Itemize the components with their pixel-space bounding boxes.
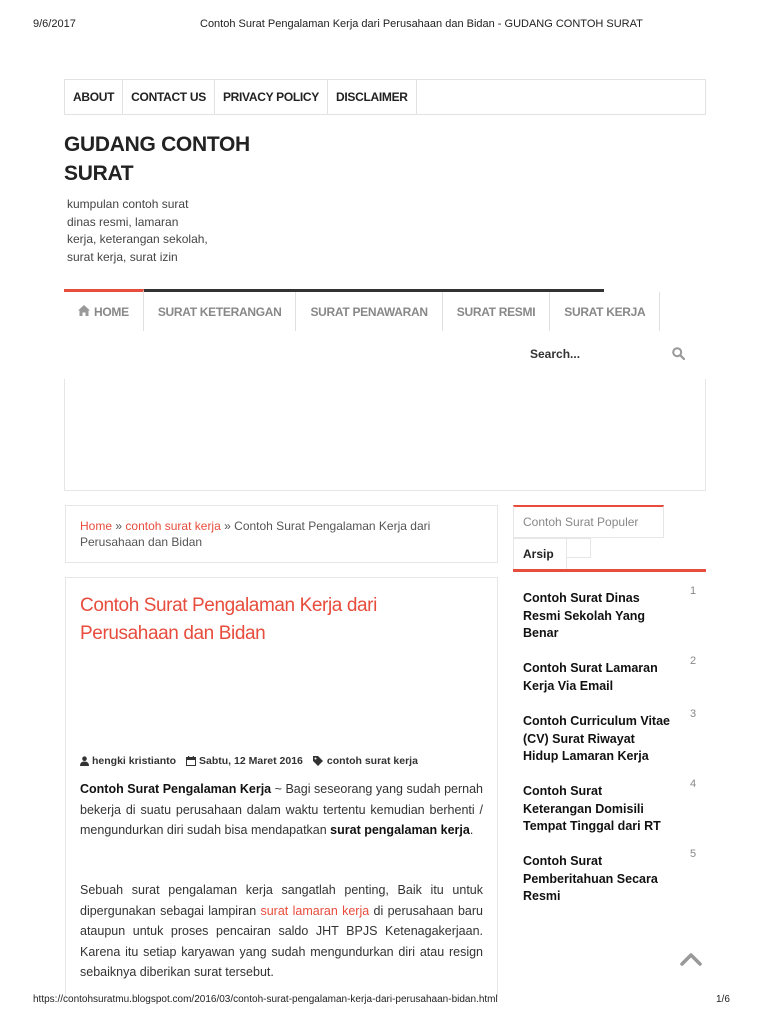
- popular-post-4-l2: Keterangan Domisili: [523, 801, 644, 816]
- calendar-icon: [186, 756, 196, 766]
- popular-post-5-l2: Pemberitahuan Secara: [523, 871, 658, 886]
- post-label[interactable]: [313, 755, 418, 767]
- topnav-about[interactable]: [65, 80, 123, 114]
- post-date: [186, 755, 303, 767]
- tab-blank[interactable]: [567, 538, 591, 558]
- topnav-disclaimer[interactable]: [328, 80, 417, 114]
- site-title[interactable]: [64, 130, 264, 188]
- print-page-number: 1/6: [716, 994, 730, 1005]
- popular-post-3-l1: Contoh Curriculum Vitae: [523, 714, 671, 728]
- topnav-privacy-label: PRIVACY POLICY: [222, 90, 319, 104]
- post-paragraph-2: [80, 880, 483, 983]
- popular-post-3[interactable]: [523, 713, 688, 766]
- menu-surat-resmi[interactable]: SURAT RESMI: [443, 292, 550, 331]
- popular-post-3-number: 3: [690, 708, 697, 720]
- site-title-line2: SURAT: [64, 162, 134, 185]
- popular-post-4-l3: Tempat Tinggal dari RT: [523, 819, 661, 833]
- ad-container: [64, 379, 706, 491]
- menu-home[interactable]: [64, 289, 144, 331]
- post-paragraph-1: [80, 779, 483, 841]
- breadcrumb-sep: »: [224, 519, 231, 533]
- popular-post-4[interactable]: [523, 783, 688, 836]
- breadcrumb-home[interactable]: Home: [80, 519, 113, 533]
- p1-text: ~ Bagi seseorang yang sudah pernah bekerja di suatu perusahaan dalam waktu tertentu kemudian berhenti / mengundurkan diri sudah bisa mendapatkan: [80, 782, 483, 837]
- popular-post-3-l2: (CV) Surat Riwayat: [523, 731, 635, 746]
- popular-post-5-l3: Resmi: [523, 889, 561, 903]
- post-label-text: contoh surat kerja: [326, 755, 418, 767]
- p2-text: Sebuah surat pengalaman kerja sangatlah penting, Baik itu untuk dipergunakan sebagai lampiran: [80, 883, 483, 918]
- tag-icon: [313, 756, 324, 766]
- popular-post-5-l1: Contoh Surat: [523, 854, 603, 868]
- popular-post-1-l3: Benar: [523, 626, 559, 640]
- popular-post-2-l2: Kerja Via Email: [523, 678, 614, 693]
- menu-surat-kerja[interactable]: SURAT KERJA: [550, 292, 660, 331]
- p2-end: di perusahaan baru ataupun untuk proses pencairan saldo JHT BPJS Ketenagakerjaan. Karena itu setiap karyawan yang sudah mengundurkan diri atau resign sebaiknya diberikan surat tersebut.: [80, 903, 483, 979]
- breadcrumb-current: Contoh Surat Pengalaman Kerja dari: [234, 519, 431, 533]
- topnav-contact-label: CONTACT US: [131, 90, 206, 104]
- topnav-disclaimer-label: DISCLAIMER: [336, 90, 408, 104]
- p1-bold-2: surat pengalaman kerja: [330, 823, 470, 837]
- breadcrumb: [65, 505, 498, 563]
- search-input[interactable]: [530, 344, 660, 364]
- print-url: https://contohsuratmu.blogspot.com/2016/03/contoh-surat-pengalaman-kerja-dari-perusahaan-bidan.html: [33, 994, 498, 1005]
- post-title-line1: Contoh Surat Pengalaman Kerja dari: [80, 595, 377, 616]
- popular-post-5[interactable]: [523, 853, 688, 906]
- menu-surat-penawaran[interactable]: SURAT PENAWARAN: [296, 292, 442, 331]
- breadcrumb-current-cont: Perusahaan dan Bidan: [80, 535, 203, 549]
- topnav-privacy-policy[interactable]: [215, 80, 328, 114]
- site-description: [67, 196, 242, 266]
- topnav-about-label: ABOUT: [73, 90, 115, 104]
- menu-home-label: HOME: [94, 304, 129, 319]
- site-desc-line4: surat kerja, surat izin: [67, 249, 178, 264]
- post-title-line2: Perusahaan dan Bidan: [80, 623, 266, 644]
- p2-link[interactable]: surat lamaran kerja: [260, 903, 370, 918]
- back-to-top-icon[interactable]: [680, 952, 702, 966]
- popular-post-2-l1: Contoh Surat Lamaran: [523, 661, 658, 675]
- popular-post-3-l3: Hidup Lamaran Kerja: [523, 749, 649, 763]
- p1-end: .: [469, 823, 474, 837]
- breadcrumb-category[interactable]: contoh surat kerja: [125, 519, 221, 533]
- top-nav: [64, 79, 706, 115]
- popular-post-1-l2: Resmi Sekolah Yang: [523, 608, 646, 623]
- p1-bold: Contoh Surat Pengalaman Kerja: [80, 782, 272, 796]
- post-author[interactable]: [80, 755, 176, 767]
- main-menu: [64, 289, 646, 331]
- user-icon: [80, 756, 89, 766]
- search-icon[interactable]: [672, 347, 684, 359]
- print-title: Contoh Surat Pengalaman Kerja dari Perusahaan dan Bidan - GUDANG CONTOH SURAT: [200, 18, 643, 30]
- sidebar-divider: [513, 569, 706, 572]
- menu-surat-keterangan[interactable]: SURAT KETERANGAN: [144, 292, 297, 331]
- popular-post-2-number: 2: [690, 655, 697, 667]
- post-title: [80, 592, 400, 648]
- popular-post-1-l1: Contoh Surat Dinas: [523, 591, 640, 605]
- popular-post-5-number: 5: [690, 848, 697, 860]
- popular-post-1[interactable]: [523, 590, 688, 643]
- tab-archive[interactable]: Arsip: [513, 538, 567, 570]
- popular-post-4-number: 4: [690, 778, 697, 790]
- site-desc-line3: kerja, keterangan sekolah,: [67, 232, 208, 246]
- site-desc-line1: kumpulan contoh surat: [67, 197, 189, 211]
- tab-popular[interactable]: Contoh Surat Populer: [513, 505, 664, 538]
- post-author-name: hengki kristianto: [92, 755, 177, 767]
- popular-post-2[interactable]: [523, 660, 688, 695]
- breadcrumb-sep: »: [115, 519, 123, 533]
- post-meta: [80, 755, 418, 767]
- home-icon: [78, 305, 90, 319]
- popular-post-4-l1: Contoh Surat: [523, 784, 603, 798]
- site-title-line1: GUDANG CONTOH: [64, 133, 250, 156]
- site-desc-line2: dinas resmi, lamaran: [67, 214, 179, 229]
- popular-post-1-number: 1: [690, 585, 697, 597]
- print-date: 9/6/2017: [33, 18, 76, 30]
- topnav-contact-us[interactable]: [123, 80, 215, 114]
- search-box: [530, 340, 690, 368]
- post-date-text: Sabtu, 12 Maret 2016: [199, 755, 303, 767]
